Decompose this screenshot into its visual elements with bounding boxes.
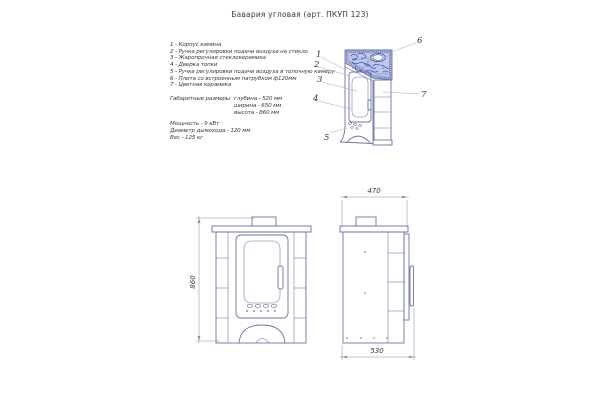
callout-1: 1 — [316, 50, 322, 60]
parts-list-item-4: 4 - Дверка топки — [170, 62, 218, 69]
callout-4: 4 — [313, 94, 319, 104]
burner-ring — [371, 53, 385, 61]
front-base-arch — [239, 325, 285, 343]
door-handle — [368, 100, 371, 110]
depth-dimension — [340, 187, 409, 227]
side-chimney-stub — [356, 217, 376, 226]
sheet-title: Бавария угловая (арт. ПКУП 123) — [231, 10, 369, 19]
front-view — [189, 216, 311, 343]
parts-list-item-1: 1 - Корпус камина — [170, 42, 222, 48]
side-door-edge — [404, 234, 409, 320]
side-door-handle — [410, 266, 414, 306]
front-door-glass — [244, 241, 280, 303]
width-dim-label: 530 — [370, 347, 384, 355]
spec-depth: глубина - 520 мм — [234, 96, 283, 102]
height-dim-label: 860 — [189, 275, 197, 289]
callout-7: 7 — [421, 90, 427, 100]
parts-list-item-5: 5 - Ручка регулировки подачи воздуха в топочную камеру — [170, 68, 335, 75]
spec-flue-diameter: Диаметр дымохода - 120 мм — [170, 128, 251, 134]
door-glass — [352, 77, 368, 117]
spec-power: Мощность - 9 кВт — [170, 121, 220, 127]
callout-2: 2 — [314, 60, 320, 70]
front-top-plate — [212, 226, 311, 232]
side-view — [340, 187, 416, 360]
spec-weight: Вес - 125 кг — [170, 135, 203, 141]
width-dimension — [340, 308, 416, 360]
ceramic-column — [373, 80, 392, 145]
front-body — [216, 232, 306, 343]
parts-list-item-2: 2 - Ручка регулировки подачи воздуха на стекло — [170, 48, 308, 55]
overall-dimensions-label: Габаритные размеры — [170, 96, 231, 102]
spec-width: ширина - 650 мм — [234, 103, 282, 109]
spec-height: высота - 860 мм — [234, 110, 280, 116]
perspective-view — [312, 36, 427, 145]
callout-3: 3 — [317, 75, 323, 85]
depth-dim-label: 470 — [367, 187, 381, 195]
parts-list-item-3: 3 - Жаропрочная стеклокерамика — [170, 55, 266, 62]
firebox-door — [349, 72, 371, 122]
side-top-plate — [340, 226, 408, 232]
parts-list-item-6: 6 - Плита со встроенным патрубком ф120мм — [170, 75, 297, 82]
callout-5: 5 — [324, 133, 330, 143]
side-body — [343, 232, 404, 343]
callout-6: 6 — [417, 36, 423, 46]
front-door-handle — [278, 266, 283, 289]
front-chimney-stub — [252, 217, 276, 226]
parts-list-item-7: 7 - Цветная керамика — [170, 82, 232, 89]
